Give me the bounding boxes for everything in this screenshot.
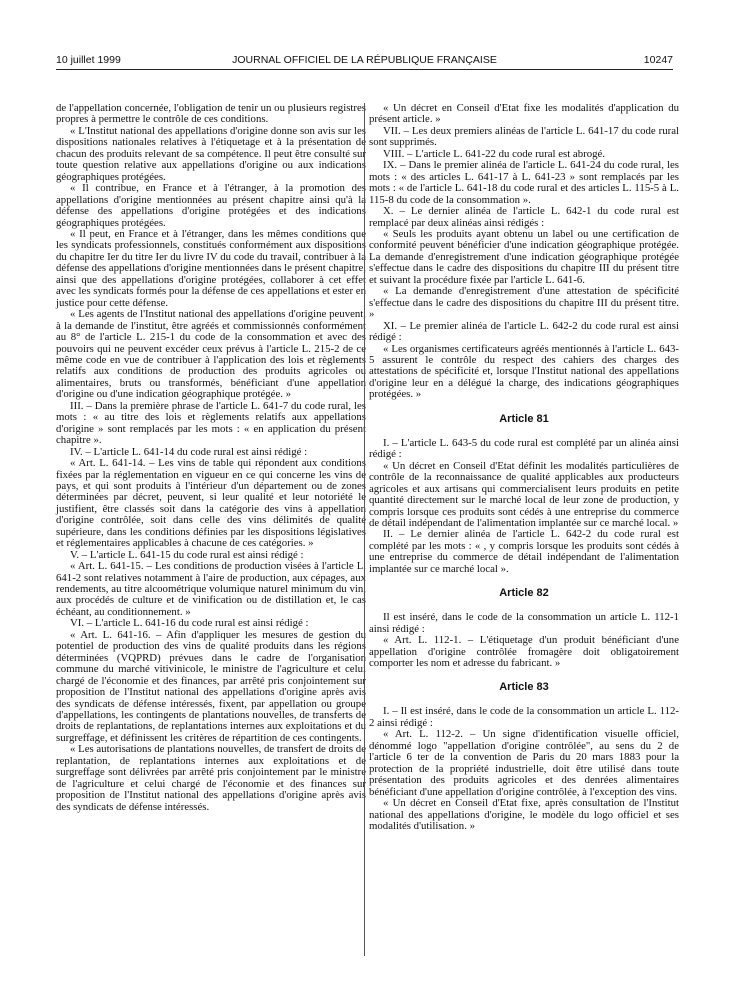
paragraph: « Art. L. 641-16. – Afin d'appliquer les mesures de gestion du potentiel de production des vins de qualité produits dans les régions déterminées (VQPRD) prévues dans le cadre de l'organisation commune du marché vitivinicole, le ministre de l'agriculture et celui chargé de l'économie et des finances, par arrêté pris conjointement sur proposition de l'Institut national des appellations d'origine après avis des syndicats de défense intéressés, fixent, par appellation ou groupe d'appellations, les contingents de plantations nouvelles, de transferts de droits de replantations, de replantations internes aux exploitations et du surgreffage, et définissent les critères de répartition de ces contingents. xyxy=(56,628,366,744)
paragraph: II. – Le dernier alinéa de l'article L. 642-2 du code rural est complété par les mots : « , y compris lorsque les produits sont cédés à une entreprise du commerce de détail indépendant de l'alimentation implantée sur ce marché local ». xyxy=(369,528,679,575)
paragraph: « Un décret en Conseil d'Etat fixe les modalités d'application du présent article. » xyxy=(369,102,679,126)
paragraph: VI. – L'article L. 641-16 du code rural est ainsi rédigé : xyxy=(70,617,309,630)
paragraph: « Les agents de l'Institut national des appellations d'origine peuvent, à la demande de l'institut, être agréés et commissionnés conformément au 8° de l'article L. 215-1 du code de la consommation et avec des pouvoirs qui ne peuvent excéder ceux prévus à l'article L. 215-2 de ce même code en vue de contribuer à l'application des lois et règlements relatifs aux conditions de production des produits agricoles ou alimentaires, bruts ou transformés, bénéficiant d'une appellation d'origine ou d'une indication géographique protégée. » xyxy=(56,308,366,401)
paragraph: III. – Dans la première phrase de l'article L. 641-7 du code rural, les mots : « au titre des lois et règlements relatifs aux appellations d'origine » sont remplacés par les mots : « en application du présent chapitre ». xyxy=(56,399,366,447)
paragraph: « Les organismes certificateurs agréés mentionnés à l'article L. 643-5 assurent le contrôle du respect des cahiers des charges des attestations de spécificité et, lorsque l'Institut national des appellations d'origine leur en a délégué la charge, des indications géographiques protégées. » xyxy=(369,342,679,401)
paragraph: « Il peut, en France et à l'étranger, dans les mêmes conditions que les syndicats professionnels, constitués conformément aux dispositions du chapitre Ier du titre Ier du livre IV du code du travail, contribuer à la défense des appellations d'origine mentionnées dans le présent chapitre, ainsi que des appellations d'origine protégées, collaborer à cet effet avec les syndicats formés pour la défense de ces appellations et ester en justice pour cette défense. xyxy=(56,227,366,309)
paragraph: IV. – L'article L. 641-14 du code rural est ainsi rédigé : xyxy=(70,445,308,458)
journal-title: JOURNAL OFFICIEL DE LA RÉPUBLIQUE FRANÇAISE xyxy=(232,54,497,66)
paragraph: « Art. L. 641-15. – Les conditions de production visées à l'article L. 641-2 sont relatives notamment à l'aire de production, aux cépages, aux rendements, au titre alcoométrique volumique naturel minimum du vin, aux procédés de culture et de vinification ou de distillation et, le cas échéant, au conditionnement. » xyxy=(56,560,366,618)
paragraph: « Un décret en Conseil d'Etat définit les modalités particulières de contrôle de la reconnaissance de qualité applicables aux producteurs agricoles et aux artisans qui commercialisent leurs produits en petite quantité directement sur le marché local de leur zone de production, y compris lorsque ces produits sont cédés à une entreprise du commerce de détail indépendant de l'alimentation implantée sur ce marché local. » xyxy=(369,459,679,529)
paragraph: IX. – Dans le premier alinéa de l'article L. 641-24 du code rural, les mots : « des articles L. 641-17 à L. 641-23 » sont remplacés par les mots : « de l'article L. 641-18 du code rural et des articles L. 115-5 à L. 115-8 du code de la consommation ». xyxy=(369,159,679,206)
paragraph: « Art. L. 641-14. – Les vins de table qui répondent aux conditions fixées par la réglementation en vigueur en ce qui concerne les vins de pays, et qui sont produits à l'intérieur d'un département ou de zones déterminées par décret, peuvent, si leur qualité et leur notoriété le justifient, être classés soit dans la catégorie des vins à appellation d'origine contrôlée, soit dans celle des vins délimités de qualité supérieure, dans les conditions définies par les dispositions législatives et réglementaires applicables à chacune de ces catégories. » xyxy=(56,457,366,550)
paragraph: « Les autorisations de plantations nouvelles, de transfert de droits de replantation, de replantations internes aux exploitations et de surgreffage sont délivrées par arrêté pris conjointement par le ministre de l'agriculture et celui chargé de l'économie et des finances sur proposition de l'Institut national des appellations d'origine après avis des syndicats de défense intéressés. xyxy=(56,743,366,813)
paragraph: « L'Institut national des appellations d'origine donne son avis sur les dispositions nationales relatives à l'étiquetage et à la présentation de chacun des produits relevant de sa compétence. Il peut être consulté sur toute question relative aux appellations d'origine ou aux indications géographiques protégées. xyxy=(56,124,366,183)
page-number: 10247 xyxy=(643,54,673,66)
left-column xyxy=(56,103,366,813)
header-rule xyxy=(56,69,673,70)
paragraph: « Art. L. 112-1. – L'étiquetage d'un produit bénéficiant d'une appellation d'origine contrôlée fromagère doit obligatoirement comporter les nom et adresse du fabricant. » xyxy=(369,634,679,670)
article-81-heading: Article 81 xyxy=(499,412,549,425)
paragraph: « Art. L. 112-2. – Un signe d'identification visuelle officiel, dénommé logo "appellation d'origine contrôlée", au sens du 2 de l'article 6 ter de la convention de Paris du 20 mars 1883 pour la protection de la propriété industrielle, doit être utilisé dans toute présentation des produits agricoles et des denrées alimentaires bénéficiant d'une appellation d'origine contrôlée, à l'exception des vins. xyxy=(369,728,679,798)
header-date: 10 juillet 1999 xyxy=(56,54,121,66)
column-divider xyxy=(364,103,365,956)
paragraph: I. – L'article L. 643-5 du code rural est complété par un alinéa ainsi rédigé : xyxy=(369,436,679,461)
paragraph: VII. – Les deux premiers alinéas de l'article L. 641-17 du code rural sont supprimés. xyxy=(369,124,679,149)
paragraph: « Il contribue, en France et à l'étranger, à la promotion des appellations d'origine mentionnées au présent chapitre ainsi qu'à la défense des appellations d'origine protégées et des indications géographiques protégées. xyxy=(56,182,366,229)
paragraph: V. – L'article L. 641-15 du code rural est ainsi rédigé : xyxy=(70,548,304,561)
paragraph: I. – Il est inséré, dans le code de la consommation un article L. 112-2 ainsi rédigé : xyxy=(369,705,679,729)
article-82-heading: Article 82 xyxy=(499,587,549,600)
paragraph: XI. – Le premier alinéa de l'article L. 642-2 du code rural est ainsi rédigé : xyxy=(369,319,679,344)
article-83-heading: Article 83 xyxy=(499,681,549,694)
paragraph: Il est inséré, dans le code de la consommation un article L. 112-1 ainsi rédigé : xyxy=(369,611,679,635)
paragraph: X. – Le dernier alinéa de l'article L. 642-1 du code rural est remplacé par deux alinéas ainsi rédigés : xyxy=(369,205,679,229)
page-header xyxy=(56,54,673,68)
right-column xyxy=(369,103,679,832)
paragraph: « Un décret en Conseil d'Etat fixe, après consultation de l'Institut national des appellations d'origine, le modèle du logo officiel et ses modalités d'utilisation. » xyxy=(369,797,679,833)
paragraph: « La demande d'enregistrement d'une attestation de spécificité s'effectue dans le cadre des dispositions du chapitre III du présent titre. » xyxy=(369,285,679,321)
paragraph: « Seuls les produits ayant obtenu un label ou une certification de conformité peuvent bénéficier d'une indication géographique protégée. La demande d'enregistrement d'une indication géographique protégée s'effectue dans le cadre des dispositions du chapitre III du présent titre et suivant la procédure fixée par l'article L. 641-6. xyxy=(369,227,679,286)
paragraph: de l'appellation concernée, l'obligation de tenir un ou plusieurs registres propres à permettre le contrôle de ces conditions. xyxy=(56,102,366,126)
paragraph: VIII. – L'article L. 641-22 du code rural est abrogé. xyxy=(383,147,605,160)
